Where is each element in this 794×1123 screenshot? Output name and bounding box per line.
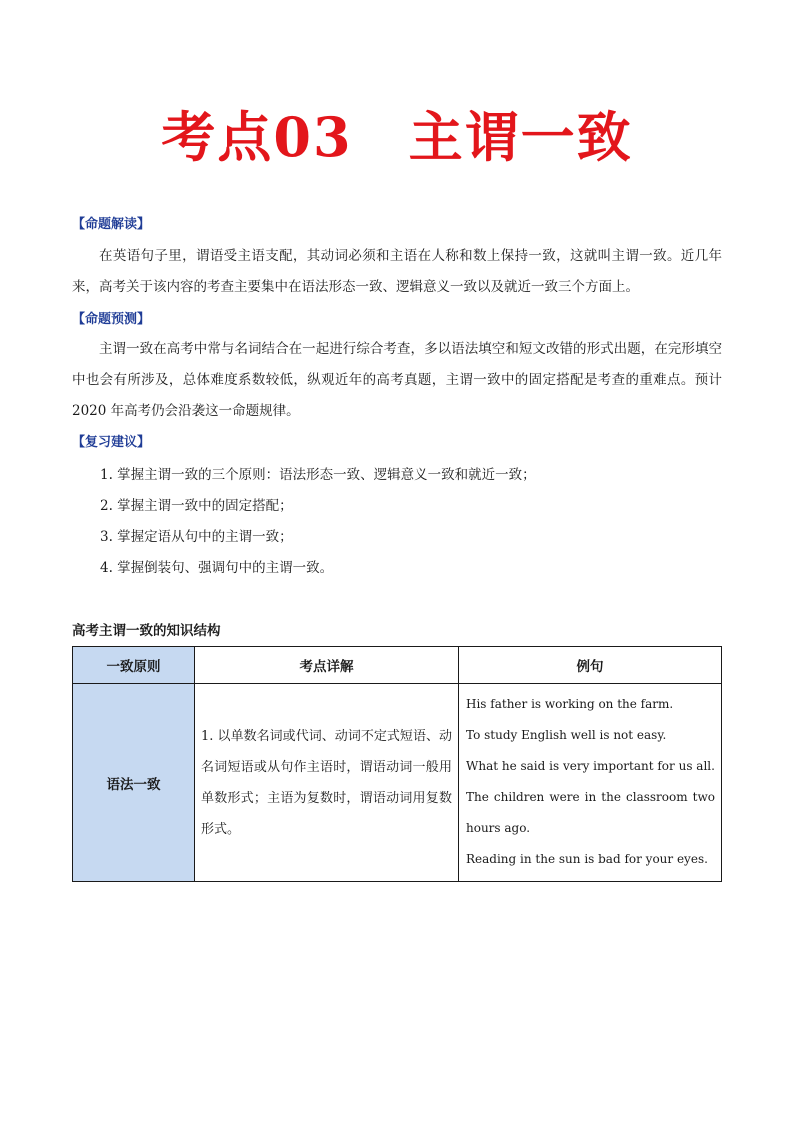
table-row (73, 684, 722, 882)
examples-cell (459, 684, 722, 882)
example-sentence: To study English well is not easy. (466, 728, 667, 742)
review-list-item: 3. 掌握定语从句中的主谓一致； (100, 529, 293, 545)
review-list-item: 2. 掌握主谓一致中的固定搭配； (100, 498, 293, 514)
interpretation-paragraph: 在英语句子里，谓语受主语支配，其动词必须和主语在人称和数上保持一致，这就叫主谓一致。近几年来，高考关于该内容的考查主要集中在语法形态一致、逻辑意义一致以及就近一致三个方面上。 (72, 248, 722, 295)
section-label-prediction: 【命题预测】 (72, 312, 151, 327)
review-list-item: 1. 掌握主谓一致的三个原则：语法形态一致、逻辑意义一致和就近一致； (100, 467, 536, 483)
example-sentence: The children were in the classroom two hours ago. (466, 790, 715, 835)
prediction-paragraph: 主谓一致在高考中常与名词结合在一起进行综合考查，多以语法填空和短文改错的形式出题，在完形填空中也会有所涉及，总体难度系数较低，纵观近年的高考真题，主谓一致中的固定搭配是考查的重难点。预计 2020 年高考仍会沿袭这一命题规律。 (72, 341, 722, 419)
review-list-item: 4. 掌握倒装句、强调句中的主谓一致。 (100, 560, 334, 576)
table-caption: 高考主谓一致的知识结构 (72, 623, 221, 639)
example-sentence: His father is working on the farm. (466, 697, 674, 711)
knowledge-structure-table (72, 646, 722, 882)
section-label-interpretation: 【命题解读】 (72, 217, 151, 232)
page-title: 考点03 主谓一致 (161, 105, 633, 169)
header-principle: 一致原则 (73, 647, 195, 684)
example-sentence: What he said is very important for us all. (466, 759, 715, 773)
example-sentence: Reading in the sun is bad for your eyes. (466, 852, 708, 866)
section-label-review: 【复习建议】 (72, 435, 151, 450)
principle-cell: 语法一致 (73, 684, 195, 882)
header-examples: 例句 (459, 647, 722, 684)
detail-cell: 1. 以单数名词或代词、动词不定式短语、动名词短语或从句作主语时，谓语动词一般用单数形式；主语为复数时，谓语动词用复数形式。 (195, 684, 459, 882)
table-header-row (73, 647, 722, 684)
header-detail: 考点详解 (195, 647, 459, 684)
